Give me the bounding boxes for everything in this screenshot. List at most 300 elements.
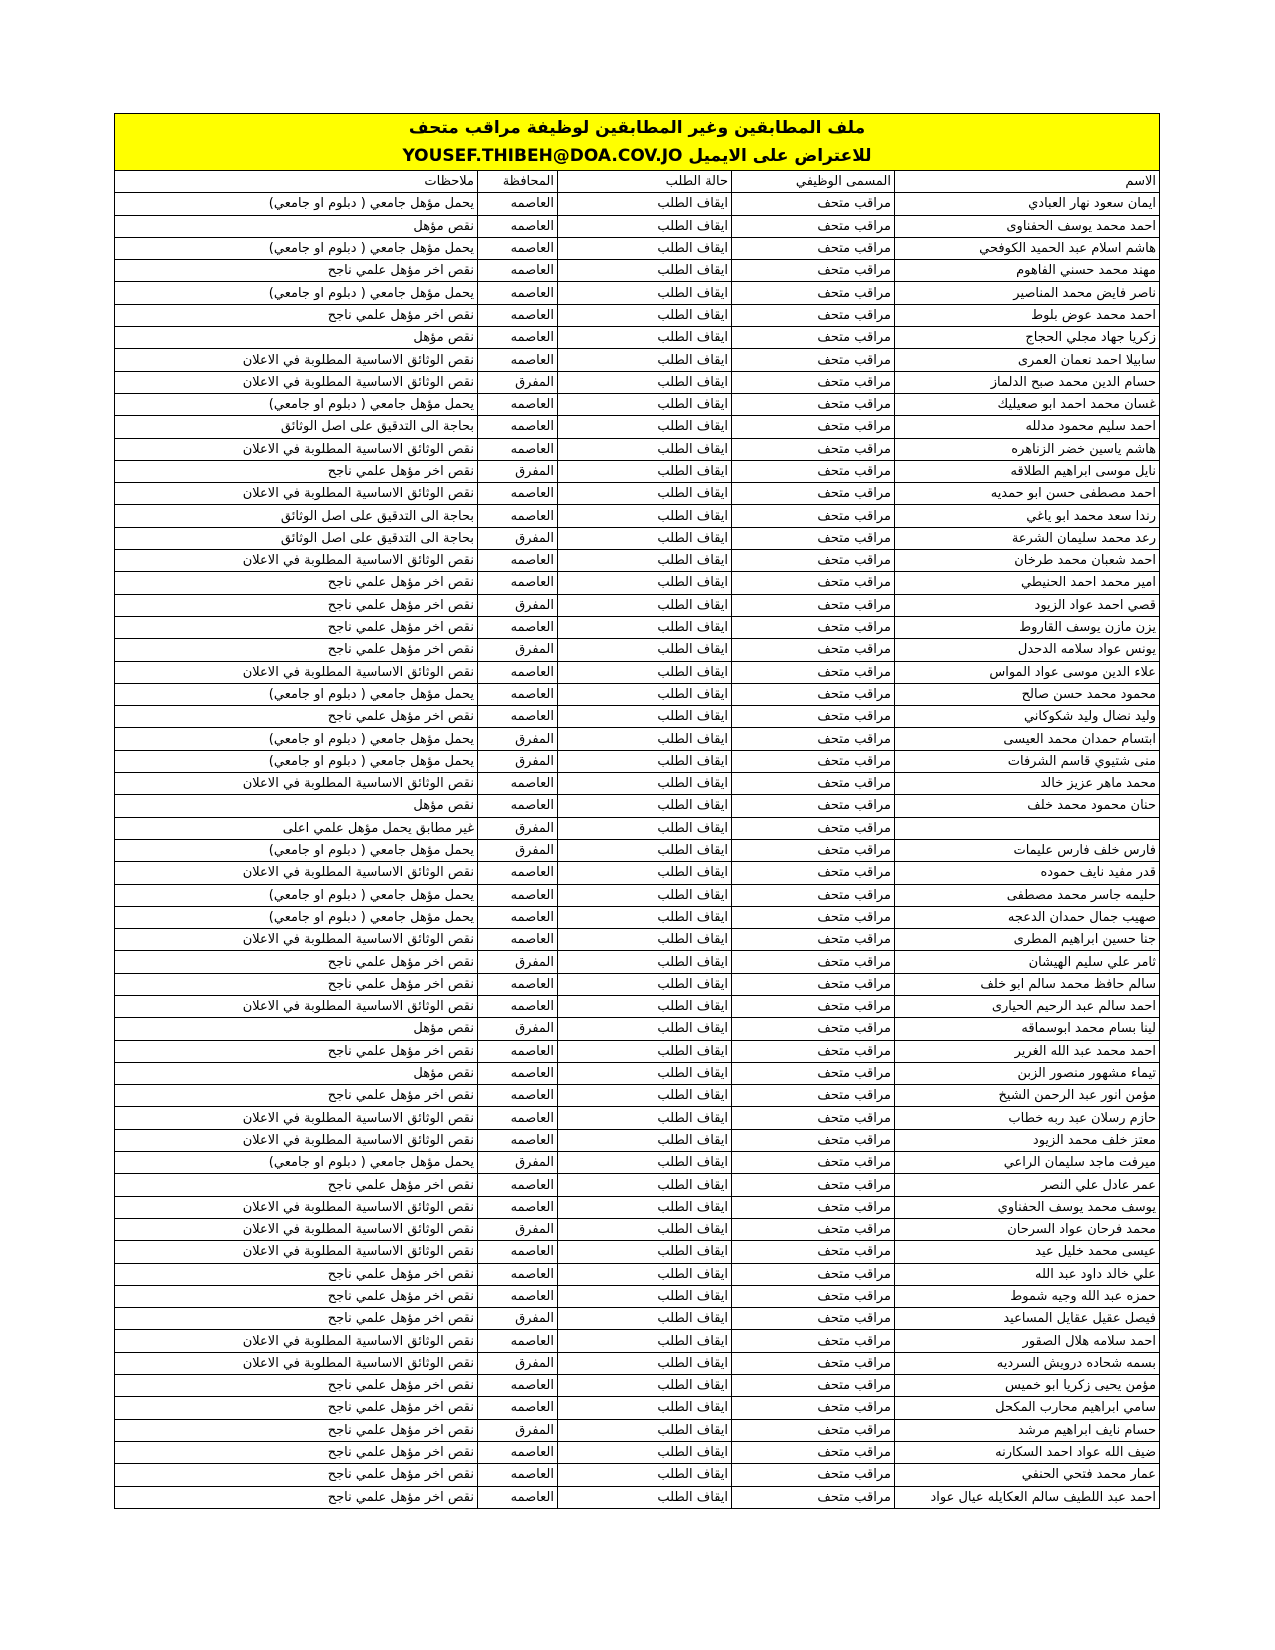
cell-notes: يحمل مؤهل جامعي ( دبلوم او جامعي) (115, 839, 478, 861)
table-row (115, 527, 1160, 549)
cell-status: ايقاف الطلب (558, 550, 732, 572)
cell-governorate: العاصمه (478, 929, 558, 951)
cell-status: ايقاف الطلب (558, 237, 732, 259)
cell-name: حنان محمود محمد خلف (895, 795, 1160, 817)
cell-name: احمد محمد يوسف الحفناوى (895, 215, 1160, 237)
cell-name: بسمه شحاده درويش السرديه (895, 1352, 1160, 1374)
cell-notes: نقص اخر مؤهل علمي ناجح (115, 1285, 478, 1307)
table-row (115, 1330, 1160, 1352)
cell-notes: نقص الوثائق الاساسية المطلوبة في الاعلان (115, 550, 478, 572)
table-row (115, 483, 1160, 505)
sheet-subtitle: للاعتراض على الايميل YOUSEF.THIBEH@DOA.COV.JO (402, 146, 872, 166)
cell-status: ايقاف الطلب (558, 1375, 732, 1397)
cell-notes: نقص مؤهل (115, 215, 478, 237)
cell-governorate: العاصمه (478, 683, 558, 705)
cell-governorate: العاصمه (478, 550, 558, 572)
cell-name: احمد مصطفى حسن ابو حمديه (895, 483, 1160, 505)
cell-notes: نقص الوثائق الاساسية المطلوبة في الاعلان (115, 483, 478, 505)
table-row (115, 1263, 1160, 1285)
cell-status: ايقاف الطلب (558, 483, 732, 505)
cell-job-title: مراقب متحف (732, 1263, 895, 1285)
cell-job-title: مراقب متحف (732, 1218, 895, 1240)
cell-status: ايقاف الطلب (558, 929, 732, 951)
cell-name: محمد ماهر عزيز خالد (895, 773, 1160, 795)
cell-notes: نقص الوثائق الاساسية المطلوبة في الاعلان (115, 1352, 478, 1374)
cell-status: ايقاف الطلب (558, 1308, 732, 1330)
cell-notes: نقص الوثائق الاساسية المطلوبة في الاعلان (115, 371, 478, 393)
cell-governorate: العاصمه (478, 304, 558, 326)
cell-status: ايقاف الطلب (558, 260, 732, 282)
cell-job-title: مراقب متحف (732, 683, 895, 705)
cell-governorate: المفرق (478, 817, 558, 839)
cell-job-title: مراقب متحف (732, 1085, 895, 1107)
table-row (115, 260, 1160, 282)
cell-name: تيماء مشهور منصور الزبن (895, 1062, 1160, 1084)
cell-status: ايقاف الطلب (558, 1129, 732, 1151)
cell-governorate: العاصمه (478, 884, 558, 906)
cell-name: احمد عبد اللطيف سالم العكايله عيال عواد (895, 1486, 1160, 1508)
cell-status: ايقاف الطلب (558, 1174, 732, 1196)
cell-governorate: المفرق (478, 1419, 558, 1441)
cell-status: ايقاف الطلب (558, 616, 732, 638)
table-row (115, 1308, 1160, 1330)
cell-status: ايقاف الطلب (558, 750, 732, 772)
cell-notes: بحاجة الى التدقيق على اصل الوثائق (115, 416, 478, 438)
cell-status: ايقاف الطلب (558, 1218, 732, 1240)
cell-name: عمر عادل علي النصر (895, 1174, 1160, 1196)
cell-job-title: مراقب متحف (732, 260, 895, 282)
cell-job-title: مراقب متحف (732, 639, 895, 661)
cell-name: محمد فرحان عواد السرحان (895, 1218, 1160, 1240)
cell-name: حسام نايف ابراهيم مرشد (895, 1419, 1160, 1441)
cell-name: مؤمن انور عبد الرحمن الشيخ (895, 1085, 1160, 1107)
cell-governorate: العاصمه (478, 260, 558, 282)
cell-job-title: مراقب متحف (732, 929, 895, 951)
cell-notes: غير مطابق يحمل مؤهل علمي اعلى (115, 817, 478, 839)
cell-job-title: مراقب متحف (732, 973, 895, 995)
cell-governorate: المفرق (478, 1218, 558, 1240)
cell-notes: نقص مؤهل (115, 327, 478, 349)
cell-name: قدر مفيد نايف حموده (895, 862, 1160, 884)
cell-notes: يحمل مؤهل جامعي ( دبلوم او جامعي) (115, 906, 478, 928)
cell-job-title: مراقب متحف (732, 483, 895, 505)
cell-job-title: مراقب متحف (732, 1107, 895, 1129)
cell-governorate: العاصمه (478, 995, 558, 1017)
cell-job-title: مراقب متحف (732, 817, 895, 839)
cell-notes: يحمل مؤهل جامعي ( دبلوم او جامعي) (115, 282, 478, 304)
table-row (115, 349, 1160, 371)
cell-notes: نقص اخر مؤهل علمي ناجح (115, 1308, 478, 1330)
cell-notes: يحمل مؤهل جامعي ( دبلوم او جامعي) (115, 750, 478, 772)
cell-name: امير محمد احمد الحنيطي (895, 572, 1160, 594)
cell-job-title: مراقب متحف (732, 237, 895, 259)
cell-name: سامي ابراهيم محارب المكحل (895, 1397, 1160, 1419)
cell-governorate: المفرق (478, 1018, 558, 1040)
cell-status: ايقاف الطلب (558, 773, 732, 795)
cell-job-title: مراقب متحف (732, 1152, 895, 1174)
cell-governorate: المفرق (478, 460, 558, 482)
table-row (115, 706, 1160, 728)
table-row (115, 416, 1160, 438)
cell-governorate: العاصمه (478, 237, 558, 259)
candidates-table (114, 170, 1160, 1509)
cell-governorate: العاصمه (478, 215, 558, 237)
cell-name: حليمه جاسر محمد مصطفى (895, 884, 1160, 906)
cell-status: ايقاف الطلب (558, 661, 732, 683)
cell-governorate: العاصمه (478, 416, 558, 438)
cell-status: ايقاف الطلب (558, 416, 732, 438)
cell-status: ايقاف الطلب (558, 349, 732, 371)
cell-job-title: مراقب متحف (732, 1196, 895, 1218)
cell-status: ايقاف الطلب (558, 1040, 732, 1062)
cell-status: ايقاف الطلب (558, 1464, 732, 1486)
table-row (115, 839, 1160, 861)
table-row (115, 773, 1160, 795)
cell-job-title: مراقب متحف (732, 594, 895, 616)
cell-notes: نقص اخر مؤهل علمي ناجح (115, 1174, 478, 1196)
cell-governorate: العاصمه (478, 1263, 558, 1285)
cell-governorate: العاصمه (478, 1486, 558, 1508)
cell-notes: نقص اخر مؤهل علمي ناجح (115, 1263, 478, 1285)
cell-governorate: المفرق (478, 1152, 558, 1174)
header-notes: ملاحظات (115, 171, 478, 193)
cell-job-title: مراقب متحف (732, 728, 895, 750)
cell-status: ايقاف الطلب (558, 995, 732, 1017)
table-row (115, 973, 1160, 995)
table-row (115, 750, 1160, 772)
cell-notes: نقص الوثائق الاساسية المطلوبة في الاعلان (115, 862, 478, 884)
cell-name: رندا سعد محمد ابو ياغي (895, 505, 1160, 527)
cell-governorate: العاصمه (478, 193, 558, 215)
table-row (115, 1196, 1160, 1218)
cell-job-title: مراقب متحف (732, 661, 895, 683)
cell-governorate: العاصمه (478, 773, 558, 795)
cell-name: قصي احمد عواد الزيود (895, 594, 1160, 616)
cell-governorate: العاصمه (478, 572, 558, 594)
cell-notes: نقص الوثائق الاساسية المطلوبة في الاعلان (115, 1241, 478, 1263)
cell-job-title: مراقب متحف (732, 215, 895, 237)
table-row (115, 1174, 1160, 1196)
table-row (115, 1375, 1160, 1397)
cell-status: ايقاف الطلب (558, 594, 732, 616)
cell-job-title: مراقب متحف (732, 1330, 895, 1352)
cell-name: غسان محمد احمد ابو صعيليك (895, 393, 1160, 415)
cell-job-title: مراقب متحف (732, 1486, 895, 1508)
cell-governorate: العاصمه (478, 1174, 558, 1196)
table-row (115, 906, 1160, 928)
cell-job-title: مراقب متحف (732, 349, 895, 371)
cell-governorate: العاصمه (478, 1107, 558, 1129)
table-row (115, 795, 1160, 817)
table-row (115, 1352, 1160, 1374)
table-row (115, 817, 1160, 839)
cell-notes: نقص اخر مؤهل علمي ناجح (115, 1085, 478, 1107)
cell-notes: يحمل مؤهل جامعي ( دبلوم او جامعي) (115, 683, 478, 705)
header-row (115, 171, 1160, 193)
cell-status: ايقاف الطلب (558, 683, 732, 705)
cell-notes: نقص اخر مؤهل علمي ناجح (115, 572, 478, 594)
table-row (115, 661, 1160, 683)
cell-name: حسام الدين محمد صبح الدلماز (895, 371, 1160, 393)
cell-name: عمار محمد فتحي الحنفي (895, 1464, 1160, 1486)
table-row (115, 1218, 1160, 1240)
cell-job-title: مراقب متحف (732, 438, 895, 460)
cell-name: صهيب جمال حمدان الدعجه (895, 906, 1160, 928)
cell-status: ايقاف الطلب (558, 1285, 732, 1307)
cell-notes: نقص اخر مؤهل علمي ناجح (115, 304, 478, 326)
cell-name: يوسف محمد يوسف الحفناوي (895, 1196, 1160, 1218)
cell-notes: نقص الوثائق الاساسية المطلوبة في الاعلان (115, 438, 478, 460)
cell-status: ايقاف الطلب (558, 973, 732, 995)
cell-notes: نقص مؤهل (115, 1062, 478, 1084)
cell-notes: نقص اخر مؤهل علمي ناجح (115, 1486, 478, 1508)
table-row (115, 1085, 1160, 1107)
table-row (115, 327, 1160, 349)
table-row (115, 1441, 1160, 1463)
table-row (115, 1107, 1160, 1129)
cell-job-title: مراقب متحف (732, 304, 895, 326)
cell-notes: نقص الوثائق الاساسية المطلوبة في الاعلان (115, 1129, 478, 1151)
table-row (115, 1129, 1160, 1151)
table-row (115, 215, 1160, 237)
table-row (115, 1241, 1160, 1263)
cell-name: جنا حسين ابراهيم المطرى (895, 929, 1160, 951)
cell-name: هاشم اسلام عبد الحميد الكوفحي (895, 237, 1160, 259)
cell-notes: نقص اخر مؤهل علمي ناجح (115, 594, 478, 616)
cell-notes: نقص الوثائق الاساسية المطلوبة في الاعلان (115, 349, 478, 371)
cell-governorate: المفرق (478, 750, 558, 772)
cell-governorate: العاصمه (478, 1441, 558, 1463)
cell-status: ايقاف الطلب (558, 505, 732, 527)
table-row (115, 282, 1160, 304)
cell-notes: نقص اخر مؤهل علمي ناجح (115, 1464, 478, 1486)
cell-notes: نقص اخر مؤهل علمي ناجح (115, 706, 478, 728)
cell-name: ناصر فايض محمد المناصير (895, 282, 1160, 304)
cell-notes: نقص الوثائق الاساسية المطلوبة في الاعلان (115, 1107, 478, 1129)
table-row (115, 616, 1160, 638)
cell-notes: نقص اخر مؤهل علمي ناجح (115, 951, 478, 973)
spreadsheet (114, 113, 1160, 1509)
cell-status: ايقاف الطلب (558, 884, 732, 906)
cell-governorate: العاصمه (478, 438, 558, 460)
cell-job-title: مراقب متحف (732, 1040, 895, 1062)
cell-governorate: العاصمه (478, 1241, 558, 1263)
cell-job-title: مراقب متحف (732, 1441, 895, 1463)
cell-name: احمد شعبان محمد طرخان (895, 550, 1160, 572)
cell-governorate: المفرق (478, 527, 558, 549)
cell-status: ايقاف الطلب (558, 1018, 732, 1040)
cell-name: يزن مازن يوسف القاروط (895, 616, 1160, 638)
cell-status: ايقاف الطلب (558, 304, 732, 326)
cell-status: ايقاف الطلب (558, 1263, 732, 1285)
table-row (115, 1464, 1160, 1486)
cell-job-title: مراقب متحف (732, 327, 895, 349)
table-row (115, 639, 1160, 661)
table-row (115, 1062, 1160, 1084)
cell-status: ايقاف الطلب (558, 527, 732, 549)
cell-status: ايقاف الطلب (558, 1152, 732, 1174)
cell-status: ايقاف الطلب (558, 371, 732, 393)
cell-governorate: العاصمه (478, 505, 558, 527)
cell-notes: نقص مؤهل (115, 1018, 478, 1040)
cell-job-title: مراقب متحف (732, 572, 895, 594)
cell-status: ايقاف الطلب (558, 951, 732, 973)
cell-governorate: العاصمه (478, 282, 558, 304)
table-row (115, 1285, 1160, 1307)
cell-job-title: مراقب متحف (732, 371, 895, 393)
cell-governorate: العاصمه (478, 1085, 558, 1107)
cell-job-title: مراقب متحف (732, 1397, 895, 1419)
cell-notes: نقص الوثائق الاساسية المطلوبة في الاعلان (115, 1218, 478, 1240)
cell-status: ايقاف الطلب (558, 215, 732, 237)
cell-governorate: المفرق (478, 839, 558, 861)
cell-job-title: مراقب متحف (732, 773, 895, 795)
cell-status: ايقاف الطلب (558, 282, 732, 304)
cell-job-title: مراقب متحف (732, 884, 895, 906)
cell-governorate: العاصمه (478, 1129, 558, 1151)
cell-governorate: العاصمه (478, 1464, 558, 1486)
cell-job-title: مراقب متحف (732, 750, 895, 772)
cell-notes: نقص اخر مؤهل علمي ناجح (115, 1040, 478, 1062)
cell-notes: نقص اخر مؤهل علمي ناجح (115, 616, 478, 638)
cell-status: ايقاف الطلب (558, 1085, 732, 1107)
cell-governorate: العاصمه (478, 1375, 558, 1397)
cell-job-title: مراقب متحف (732, 1285, 895, 1307)
cell-status: ايقاف الطلب (558, 1330, 732, 1352)
table-body (115, 193, 1160, 1509)
cell-name: علي خالد داود عبد الله (895, 1263, 1160, 1285)
cell-job-title: مراقب متحف (732, 795, 895, 817)
cell-job-title: مراقب متحف (732, 505, 895, 527)
cell-governorate: المفرق (478, 1352, 558, 1374)
table-row (115, 1040, 1160, 1062)
cell-status: ايقاف الطلب (558, 572, 732, 594)
cell-job-title: مراقب متحف (732, 1308, 895, 1330)
cell-notes: يحمل مؤهل جامعي ( دبلوم او جامعي) (115, 393, 478, 415)
cell-job-title: مراقب متحف (732, 1419, 895, 1441)
cell-name: فارس خلف فارس عليمات (895, 839, 1160, 861)
table-row (115, 884, 1160, 906)
cell-status: ايقاف الطلب (558, 906, 732, 928)
cell-governorate: المفرق (478, 639, 558, 661)
header-job-title: المسمى الوظيفي (732, 171, 895, 193)
cell-status: ايقاف الطلب (558, 460, 732, 482)
cell-name: احمد محمد عوض بلوط (895, 304, 1160, 326)
cell-job-title: مراقب متحف (732, 1018, 895, 1040)
table-row (115, 304, 1160, 326)
cell-job-title: مراقب متحف (732, 906, 895, 928)
cell-status: ايقاف الطلب (558, 327, 732, 349)
cell-governorate: العاصمه (478, 1062, 558, 1084)
cell-name: حمزه عبد الله وجيه شموط (895, 1285, 1160, 1307)
cell-notes: نقص اخر مؤهل علمي ناجح (115, 973, 478, 995)
cell-governorate: العاصمه (478, 349, 558, 371)
table-row (115, 862, 1160, 884)
cell-notes: نقص اخر مؤهل علمي ناجح (115, 460, 478, 482)
cell-name: هاشم ياسين خضر الزناهره (895, 438, 1160, 460)
cell-job-title: مراقب متحف (732, 1464, 895, 1486)
cell-job-title: مراقب متحف (732, 951, 895, 973)
cell-status: ايقاف الطلب (558, 839, 732, 861)
cell-governorate: العاصمه (478, 862, 558, 884)
cell-governorate: المفرق (478, 594, 558, 616)
cell-status: ايقاف الطلب (558, 639, 732, 661)
cell-name: نايل موسى ابراهيم الطلاقه (895, 460, 1160, 482)
cell-job-title: مراقب متحف (732, 616, 895, 638)
table-row (115, 1018, 1160, 1040)
cell-governorate: العاصمه (478, 906, 558, 928)
cell-job-title: مراقب متحف (732, 460, 895, 482)
cell-name: فيصل عقيل عقايل المساعيد (895, 1308, 1160, 1330)
table-row (115, 460, 1160, 482)
cell-notes: يحمل مؤهل جامعي ( دبلوم او جامعي) (115, 237, 478, 259)
cell-status: ايقاف الطلب (558, 1397, 732, 1419)
table-row (115, 1486, 1160, 1508)
cell-governorate: العاصمه (478, 1285, 558, 1307)
cell-status: ايقاف الطلب (558, 1241, 732, 1263)
table-row (115, 951, 1160, 973)
cell-status: ايقاف الطلب (558, 817, 732, 839)
table-row (115, 237, 1160, 259)
cell-name: عيسى محمد خليل عيد (895, 1241, 1160, 1263)
cell-name: حازم رسلان عبد ربه خطاب (895, 1107, 1160, 1129)
cell-status: ايقاف الطلب (558, 728, 732, 750)
cell-name: سالم حافظ محمد سالم ابو خلف (895, 973, 1160, 995)
cell-status: ايقاف الطلب (558, 1196, 732, 1218)
cell-name: وليد نضال وليد شكوكاني (895, 706, 1160, 728)
cell-job-title: مراقب متحف (732, 416, 895, 438)
cell-name: ابتسام حمدان محمد العيسى (895, 728, 1160, 750)
cell-notes: نقص مؤهل (115, 795, 478, 817)
table-row (115, 550, 1160, 572)
cell-name: يونس عواد سلامه الدحدل (895, 639, 1160, 661)
cell-name: مهند محمد حسني الفاهوم (895, 260, 1160, 282)
table-row (115, 728, 1160, 750)
cell-status: ايقاف الطلب (558, 862, 732, 884)
cell-job-title: مراقب متحف (732, 1375, 895, 1397)
cell-job-title: مراقب متحف (732, 995, 895, 1017)
cell-status: ايقاف الطلب (558, 1107, 732, 1129)
cell-notes: يحمل مؤهل جامعي ( دبلوم او جامعي) (115, 884, 478, 906)
cell-status: ايقاف الطلب (558, 438, 732, 460)
cell-notes: نقص اخر مؤهل علمي ناجح (115, 1397, 478, 1419)
cell-name: ثامر علي سليم الهيشان (895, 951, 1160, 973)
sheet-title: ملف المطابقين وغير المطابقين لوظيفة مراقب متحف (408, 118, 866, 138)
cell-job-title: مراقب متحف (732, 839, 895, 861)
cell-job-title: مراقب متحف (732, 1241, 895, 1263)
cell-notes: نقص الوثائق الاساسية المطلوبة في الاعلان (115, 1330, 478, 1352)
cell-job-title: مراقب متحف (732, 1352, 895, 1374)
cell-status: ايقاف الطلب (558, 706, 732, 728)
cell-notes: نقص اخر مؤهل علمي ناجح (115, 1375, 478, 1397)
cell-notes: نقص الوثائق الاساسية المطلوبة في الاعلان (115, 1196, 478, 1218)
cell-governorate: العاصمه (478, 483, 558, 505)
cell-notes: نقص الوثائق الاساسية المطلوبة في الاعلان (115, 661, 478, 683)
cell-governorate: العاصمه (478, 1040, 558, 1062)
cell-name: احمد سالم عبد الرحيم الحيارى (895, 995, 1160, 1017)
table-row (115, 995, 1160, 1017)
cell-notes: يحمل مؤهل جامعي ( دبلوم او جامعي) (115, 728, 478, 750)
cell-governorate: العاصمه (478, 393, 558, 415)
cell-job-title: مراقب متحف (732, 1062, 895, 1084)
table-row (115, 371, 1160, 393)
cell-name: ضيف الله عواد احمد السكارنه (895, 1441, 1160, 1463)
cell-job-title: مراقب متحف (732, 1129, 895, 1151)
cell-name: احمد سليم محمود مدلله (895, 416, 1160, 438)
cell-name: منى شتيوي قاسم الشرفات (895, 750, 1160, 772)
cell-name: مؤمن يحيى زكريا ابو خميس (895, 1375, 1160, 1397)
cell-governorate: العاصمه (478, 1330, 558, 1352)
